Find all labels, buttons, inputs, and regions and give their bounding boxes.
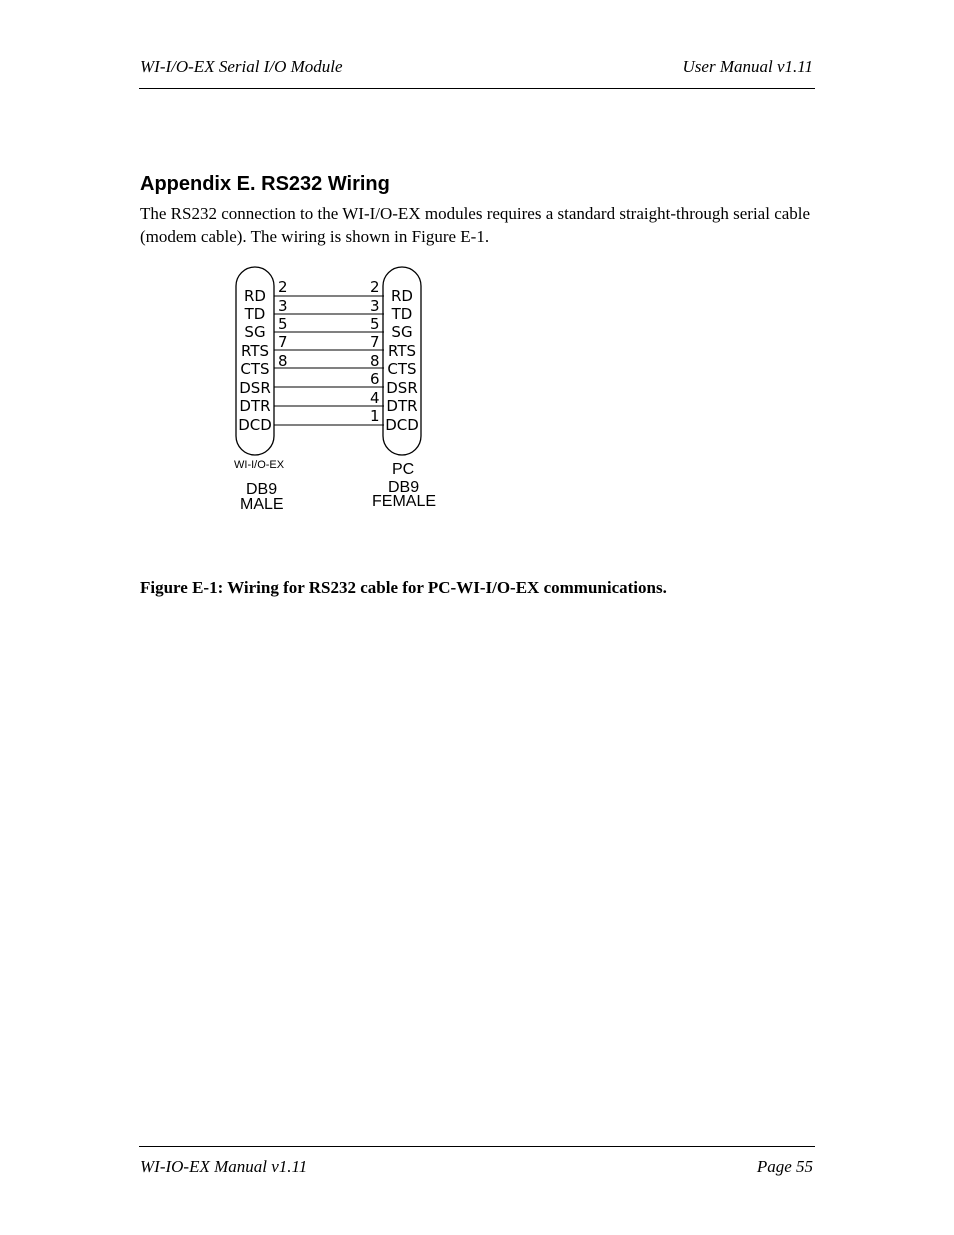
section-body: The RS232 connection to the WI-I/O-EX modules requires a standard straight-through serial cable (modem cable). The wiring is shown in Figure E-1. [140, 204, 811, 246]
right-pin-5: 5 [370, 315, 380, 333]
right-signal-cts: CTS [387, 360, 417, 378]
left-pin-8: 8 [278, 352, 288, 370]
header-title: WI-I/O-EX Serial I/O Module [140, 57, 343, 76]
left-pin-7: 7 [278, 333, 288, 351]
left-signal-rts: RTS [240, 342, 270, 360]
left-gender-label: MALE [240, 496, 284, 513]
right-pin-4: 4 [370, 389, 380, 407]
right-signal-sg: SG [391, 323, 413, 341]
connector-captions [234, 459, 436, 513]
right-signal-dsr: DSR [386, 379, 418, 397]
left-pin-2: 2 [278, 278, 288, 296]
left-signal-cts: CTS [240, 360, 270, 378]
section-heading: Appendix E. RS232 Wiring [140, 173, 390, 195]
left-signal-dcd: DCD [238, 416, 272, 434]
page-header [139, 56, 815, 89]
right-signal-td: TD [391, 305, 413, 323]
page-number: Page 55 [756, 1157, 813, 1176]
wiring-lines [274, 296, 384, 425]
left-signal-td: TD [244, 305, 266, 323]
header-version: User Manual v1.11 [682, 57, 813, 76]
right-pin-6: 6 [370, 370, 380, 388]
right-pin-1: 1 [370, 407, 380, 425]
right-connector-shell [383, 267, 421, 455]
page-footer [139, 1146, 815, 1176]
left-pin-3: 3 [278, 297, 288, 315]
right-signal-dcd: DCD [385, 416, 419, 434]
right-signal-rd: RD [391, 287, 413, 305]
left-device-label: WI-I/O-EX [234, 459, 285, 471]
left-pin-5: 5 [278, 315, 288, 333]
left-signal-rd: RD [244, 287, 266, 305]
right-signal-dtr: DTR [386, 397, 418, 415]
right-pin-3: 3 [370, 297, 380, 315]
left-type-label: DB9 [246, 481, 278, 498]
right-pin-7: 7 [370, 333, 380, 351]
right-pin-8: 8 [370, 352, 380, 370]
right-gender-label: FEMALE [372, 493, 437, 510]
left-signal-dsr: DSR [239, 379, 271, 397]
left-connector [236, 267, 288, 455]
right-pin-2: 2 [370, 278, 380, 296]
figure-caption: Figure E-1: Wiring for RS232 cable for PC-WI-I/O-EX communications. [140, 578, 667, 597]
left-connector-shell [236, 267, 274, 455]
left-signal-sg: SG [244, 323, 266, 341]
right-device-label: PC [392, 461, 415, 478]
footer-manual-title: WI-IO-EX Manual v1.11 [140, 1157, 308, 1176]
right-signal-rts: RTS [387, 342, 417, 360]
left-signal-dtr: DTR [239, 397, 271, 415]
right-type-label: DB9 [388, 479, 420, 496]
right-connector [370, 267, 421, 455]
